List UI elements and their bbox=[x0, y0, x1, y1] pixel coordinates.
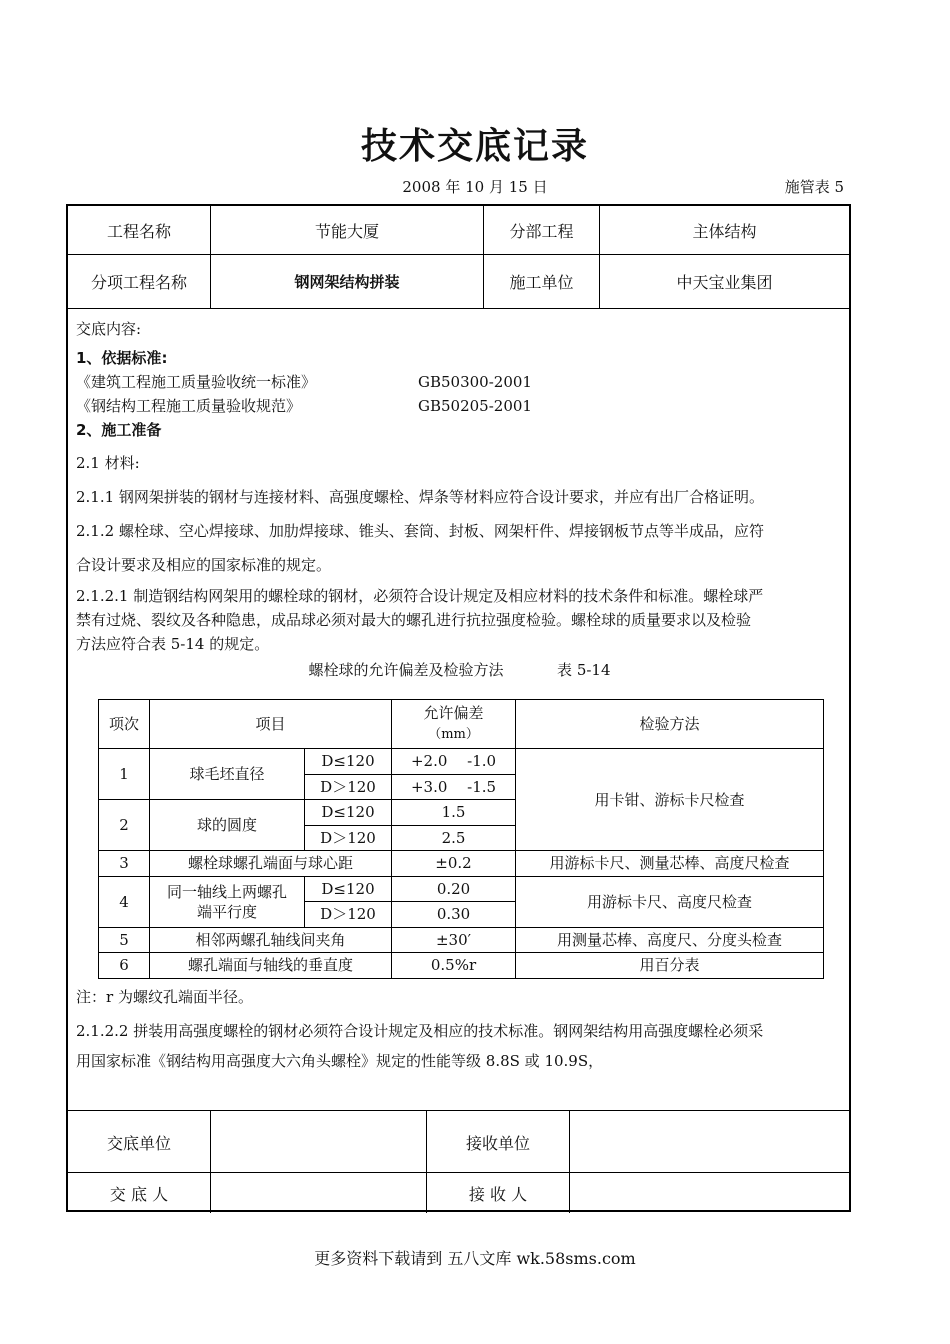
info-row-1 bbox=[68, 206, 849, 255]
row-item: 螺栓球螺孔端面与球心距 bbox=[150, 851, 392, 877]
subitem-label: 分项工程名称 bbox=[68, 254, 211, 308]
page-title: 技术交底记录 bbox=[360, 126, 589, 167]
table-number: 表 5-14 bbox=[557, 661, 611, 679]
standard-code: GB50205-2001 bbox=[418, 397, 532, 415]
para-2-1-1: 2.1.1 钢网架拼装的钢材与连接材料、高强度螺栓、焊条等材料应符合设计要求，并应有出厂合格证明。 bbox=[76, 488, 764, 506]
header-tolerance: 允许偏差 （mm） bbox=[392, 700, 516, 749]
standard-row bbox=[76, 370, 843, 394]
para-2-1-2-line2: 合设计要求及相应的国家标准的规定。 bbox=[76, 556, 332, 574]
row-tolerance: +2.0 -1.0 bbox=[392, 749, 516, 775]
subitem-value: 钢网架结构拼装 bbox=[211, 254, 484, 308]
division-label: 分部工程 bbox=[484, 206, 600, 254]
row-tolerance: 0.5%r bbox=[392, 953, 516, 979]
row-no: 5 bbox=[99, 927, 150, 953]
row-condition: D≤120 bbox=[305, 749, 392, 775]
table-caption bbox=[76, 656, 843, 684]
standard-name: 《建筑工程施工质量验收统一标准》 bbox=[76, 373, 317, 391]
row-tolerance: +3.0 -1.5 bbox=[392, 774, 516, 800]
table-row bbox=[99, 851, 824, 877]
project-name-value: 节能大厦 bbox=[211, 206, 484, 254]
issuer-unit-value bbox=[211, 1111, 427, 1173]
para-2-1-2-2-line1: 2.1.2.2 拼装用高强度螺栓的钢材必须符合设计规定及相应的技术标准。钢网架结构用高强度螺栓必须采 bbox=[76, 1022, 764, 1040]
section-2-title: 2、施工准备 bbox=[76, 421, 162, 439]
table-row bbox=[99, 927, 824, 953]
sign-row-1 bbox=[68, 1110, 849, 1173]
row-item: 球的圆度 bbox=[150, 800, 305, 851]
issuer-label: 交 底 人 bbox=[68, 1173, 211, 1213]
receiver-unit-value bbox=[570, 1111, 849, 1173]
receiver-value bbox=[570, 1173, 849, 1213]
unit-value: 中天宝业集团 bbox=[676, 272, 773, 292]
row-method: 用测量芯棒、高度尺、分度头检查 bbox=[516, 927, 824, 953]
section-2-1: 2.1 材料: bbox=[76, 454, 140, 472]
row-method: 用游标卡尺、高度尺检查 bbox=[516, 876, 824, 927]
row-no: 6 bbox=[99, 953, 150, 979]
row-condition: D≤120 bbox=[305, 876, 392, 902]
para-2-1-2-line1: 2.1.2 螺栓球、空心焊接球、加肋焊接球、锥头、套筒、封板、网架杆件、焊接钢板节点等半成品，应符 bbox=[76, 522, 764, 540]
row-condition: D＞120 bbox=[305, 774, 392, 800]
row-no: 2 bbox=[99, 800, 150, 851]
row-method: 用游标卡尺、测量芯棒、高度尺检查 bbox=[516, 851, 824, 877]
table-row bbox=[99, 749, 824, 775]
row-item: 螺孔端面与轴线的垂直度 bbox=[150, 953, 392, 979]
para-2-1-2-2-line2: 用国家标准《钢结构用高强度大六角头螺栓》规定的性能等级 8.8S 或 10.9S， bbox=[76, 1052, 604, 1070]
para-2-1-2-1-line1: 2.1.2.1 制造钢结构网架用的螺栓球的钢材，必须符合设计规定及相应材料的技术条件和标准。螺栓球严 bbox=[76, 587, 764, 605]
table-note: 注：r 为螺纹孔端面半径。 bbox=[76, 988, 253, 1006]
form-number: 施管表 5 bbox=[784, 178, 844, 196]
issuer-value bbox=[211, 1173, 427, 1213]
header-method: 检验方法 bbox=[516, 700, 824, 749]
header-no: 项次 bbox=[99, 700, 150, 749]
content-intro: 交底内容: bbox=[76, 320, 142, 338]
record-form bbox=[66, 204, 851, 1212]
row-tolerance: 0.30 bbox=[392, 902, 516, 928]
row-condition: D＞120 bbox=[305, 902, 392, 928]
section-1-title: 1、依据标准: bbox=[76, 349, 168, 367]
content-after-table bbox=[76, 984, 843, 1076]
info-row-2 bbox=[68, 254, 849, 309]
content-body bbox=[76, 316, 843, 684]
table-header-row bbox=[99, 700, 824, 749]
row-item: 同一轴线上两螺孔 端平行度 bbox=[150, 876, 305, 927]
row-method: 用卡钳、游标卡尺检查 bbox=[516, 749, 824, 851]
row-condition: D≤120 bbox=[305, 800, 392, 826]
footer-link[interactable]: 更多资料下载请到 五八文库 wk.58sms.com bbox=[314, 1249, 636, 1268]
table-caption-text: 螺栓球的允许偏差及检验方法 bbox=[308, 661, 504, 679]
unit-label: 施工单位 bbox=[484, 254, 600, 308]
row-no: 4 bbox=[99, 876, 150, 927]
row-tolerance: ±30′ bbox=[392, 927, 516, 953]
table-row bbox=[99, 876, 824, 902]
para-2-1-2-1-line2: 禁有过烧、裂纹及各种隐患，成品球必须对最大的螺孔进行抗拉强度检验。螺栓球的质量要求以及检验 bbox=[76, 611, 752, 629]
standard-name: 《钢结构工程施工质量验收规范》 bbox=[76, 397, 302, 415]
row-tolerance: ±0.2 bbox=[392, 851, 516, 877]
row-condition: D＞120 bbox=[305, 825, 392, 851]
row-item: 球毛坯直径 bbox=[150, 749, 305, 800]
standard-row bbox=[76, 394, 843, 418]
issuer-unit-label: 交底单位 bbox=[68, 1111, 211, 1173]
row-tolerance: 2.5 bbox=[392, 825, 516, 851]
project-name-label: 工程名称 bbox=[68, 206, 211, 254]
para-2-1-2-1-line3: 方法应符合表 5-14 的规定。 bbox=[76, 635, 270, 653]
sign-row-2 bbox=[68, 1172, 849, 1213]
row-tolerance: 0.20 bbox=[392, 876, 516, 902]
standard-code: GB50300-2001 bbox=[418, 373, 532, 391]
row-no: 3 bbox=[99, 851, 150, 877]
receiver-label: 接 收 人 bbox=[427, 1173, 570, 1213]
row-item: 相邻两螺孔轴线间夹角 bbox=[150, 927, 392, 953]
division-value: 主体结构 bbox=[692, 221, 757, 241]
row-tolerance: 1.5 bbox=[392, 800, 516, 826]
tolerance-table bbox=[98, 699, 824, 979]
table-row bbox=[99, 953, 824, 979]
date: 2008 年 10 月 15 日 bbox=[402, 178, 548, 196]
receiver-unit-label: 接收单位 bbox=[427, 1111, 570, 1173]
header-item: 项目 bbox=[150, 700, 392, 749]
row-method: 用百分表 bbox=[516, 953, 824, 979]
row-no: 1 bbox=[99, 749, 150, 800]
